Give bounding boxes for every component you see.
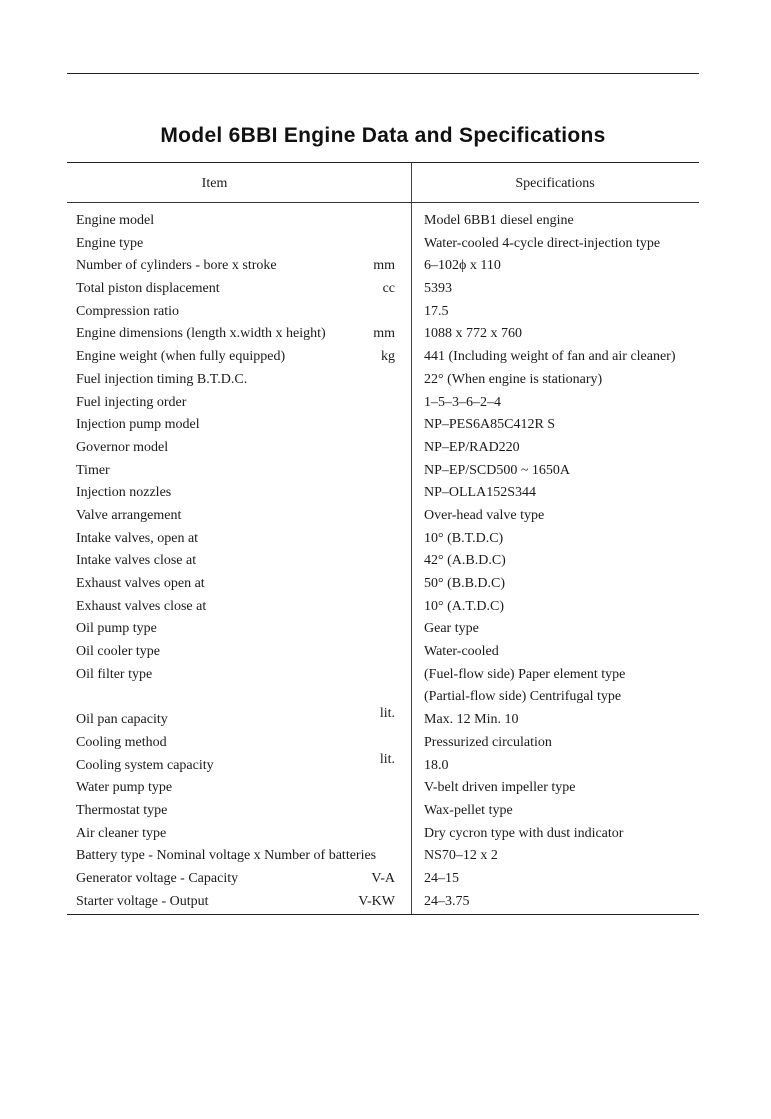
table-row (67, 323, 699, 346)
table-row (67, 706, 699, 732)
row-unit: kg (381, 349, 395, 365)
table-row (67, 823, 699, 846)
row-specification: 24–3.75 (424, 893, 470, 909)
row-item: Battery type - Nominal voltage x Number of batteries (76, 848, 377, 864)
row-specification: 441 (Including weight of fan and air cleaner) (424, 349, 676, 365)
row-item: Injection pump model (76, 417, 200, 433)
table-row (67, 596, 699, 619)
row-specification: 50° (B.B.D.C) (424, 576, 506, 591)
row-unit: mm (373, 326, 395, 342)
row-item: Exhaust valves close at (76, 598, 207, 614)
row-specification: Over-head valve type (424, 507, 545, 523)
row-specification: NP–PES6A85C412R S (424, 417, 556, 433)
row-item: Intake valves close at (76, 553, 197, 569)
row-unit: lit. (379, 706, 395, 722)
row-specification: Gear type (424, 621, 479, 637)
row-specification: NP–OLLA152S344 (424, 485, 537, 501)
row-item: Exhaust valves open at (76, 576, 205, 591)
table-row (67, 528, 699, 551)
spec-table (67, 162, 699, 915)
table-row (67, 460, 699, 483)
table-row (67, 845, 699, 868)
row-unit: cc (382, 281, 395, 297)
row-item: Water pump type (76, 780, 173, 796)
row-specification: 5393 (424, 281, 452, 297)
row-specification: NS70–12 x 2 (424, 848, 498, 864)
row-item: Total piston displacement (76, 281, 220, 297)
table-row (67, 618, 699, 641)
row-item: Generator voltage - Capacity (76, 870, 239, 886)
table-row (67, 437, 699, 460)
row-specification: V-belt driven impeller type (424, 780, 576, 796)
table-row (67, 233, 699, 256)
table-row (67, 369, 699, 392)
row-item: Governor model (76, 439, 169, 455)
row-specification: 17.5 (424, 303, 449, 319)
row-item: Fuel injection timing B.T.D.C. (76, 371, 248, 387)
table-row (67, 505, 699, 528)
page-title: Model 6BBI Engine Data and Specifications (160, 124, 606, 147)
row-unit: V-A (371, 870, 395, 886)
row-item: Oil pump type (76, 621, 157, 637)
table-row (67, 550, 699, 573)
table-row (67, 278, 699, 301)
table-row (67, 346, 699, 369)
table-row (67, 800, 699, 823)
row-item: Injection nozzles (76, 485, 172, 501)
row-unit: V-KW (358, 893, 395, 909)
table-row (67, 573, 699, 596)
row-specification: NP–EP/RAD220 (424, 439, 520, 455)
row-item: Oil cooler type (76, 644, 160, 660)
row-item: Engine model (76, 213, 155, 228)
row-specification: Wax-pellet type (424, 802, 513, 818)
row-specification: 10° (A.T.D.C) (424, 598, 504, 614)
row-item: Number of cylinders - bore x stroke (76, 258, 277, 274)
table-row (67, 664, 699, 687)
table-row (67, 414, 699, 437)
table-row (67, 482, 699, 505)
row-item: Engine type (76, 235, 144, 251)
row-item: Valve arrangement (76, 507, 182, 523)
row-specification: (Partial-flow side) Centrifugal type (424, 689, 622, 705)
row-specification: 10° (B.T.D.C) (424, 530, 504, 546)
table-row (67, 210, 699, 233)
header-specifications: Specifications (515, 176, 595, 191)
table-row (67, 255, 699, 278)
row-specification: (Fuel-flow side) Paper element type (424, 666, 626, 682)
table-row (67, 392, 699, 415)
row-specification: Water-cooled (424, 644, 499, 660)
row-specification: Water-cooled 4-cycle direct-injection type (424, 235, 661, 251)
row-item: Cooling method (76, 734, 167, 750)
row-item: Engine weight (when fully equipped) (76, 349, 286, 365)
row-item: Fuel injecting order (76, 394, 187, 410)
table-body (67, 210, 699, 913)
table-row (67, 891, 699, 914)
row-specification: Max. 12 Min. 10 (424, 712, 519, 728)
row-specification: 22° (When engine is stationary) (424, 371, 603, 387)
row-item: Air cleaner type (76, 825, 167, 841)
row-specification: 1088 x 772 x 760 (424, 326, 522, 342)
row-specification: 6–102ϕ x 110 (424, 258, 501, 274)
row-specification: Model 6BB1 diesel engine (424, 213, 574, 228)
table-row (67, 868, 699, 891)
row-specification: 1–5–3–6–2–4 (424, 394, 501, 410)
table-row (67, 777, 699, 800)
row-specification: 24–15 (424, 870, 459, 886)
table-row (67, 301, 699, 324)
row-unit: mm (373, 258, 395, 274)
row-specification: NP–EP/SCD500 ~ 1650A (424, 462, 571, 478)
row-specification: Dry cycron type with dust indicator (424, 825, 624, 841)
header-item: Item (201, 176, 228, 191)
row-specification: Pressurized circulation (424, 734, 552, 750)
row-item: Cooling system capacity (76, 757, 214, 773)
row-item: Timer (76, 462, 110, 478)
row-specification: 18.0 (424, 757, 449, 773)
row-item: Thermostat type (76, 802, 168, 818)
top-rule (67, 73, 699, 74)
row-item: Oil filter type (76, 666, 153, 682)
row-unit: lit. (379, 751, 395, 767)
row-item: Intake valves, open at (76, 530, 199, 546)
row-item: Engine dimensions (length x.width x height) (76, 326, 326, 342)
header-rule (67, 202, 699, 203)
row-item: Oil pan capacity (76, 712, 168, 728)
row-item: Starter voltage - Output (76, 893, 209, 909)
row-item: Compression ratio (76, 303, 180, 319)
row-specification: 42° (A.B.D.C) (424, 553, 506, 569)
table-row (67, 751, 699, 778)
table-row (67, 641, 699, 664)
